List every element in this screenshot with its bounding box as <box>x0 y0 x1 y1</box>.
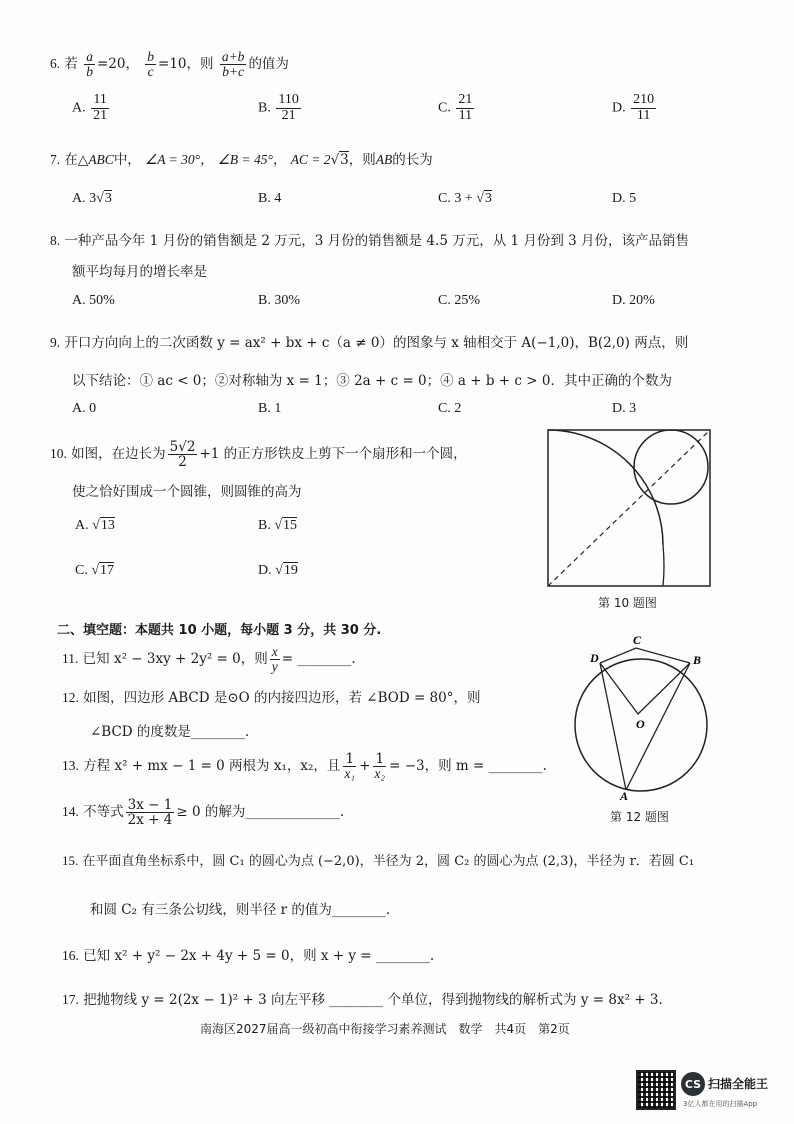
q6-option-b: B. $\frac{110}{21}$ <box>258 92 299 123</box>
q10-stem-line2: 使之恰好围成一个圆锥，则圆锥的高为 <box>72 484 302 500</box>
q10-option-d: D. √19 <box>258 563 298 578</box>
q6-option-d: D. $\frac{210}{11}$ <box>612 92 655 123</box>
q6-option-c: C. $\frac{21}{11}$ <box>438 92 473 123</box>
fraction-a-over-b: $\frac{a}{b}$ <box>86 49 93 80</box>
q10-option-a: A. √13 <box>75 518 115 533</box>
q6-option-a: A. $\frac{11}{21}$ <box>72 92 108 123</box>
section-2-header: 二、填空题：本题共 10 小题，每小题 3 分，共 30 分. <box>57 623 382 638</box>
q16-stem: 16. 已知 x² + y² − 2x + 4y + 5 = 0，则 x + y = ________. <box>62 948 435 964</box>
q13-stem: 13. 方程 x² + mx − 1 = 0 两根为 x₁，x₂，且 $\frac{1}{\text{x₁}}$ + $\frac{1}{\text{x₂}}$ = −3，则 m = ________. <box>62 751 547 782</box>
q9-option-d: D. 3 <box>612 401 637 416</box>
figure-12-cyclic-quadrilateral <box>570 632 720 802</box>
q10-stem-line1: 10. 如图，在边长为 $\frac{5√2}{2}$ +1 的正方形铁皮上剪下一个扇形和一个圆， <box>50 439 467 471</box>
q15-stem-line2: 和圆 C₂ 有三条公切线，则半径 r 的值为________. <box>90 902 391 918</box>
q11-stem: 11. 已知 x² − 3xy + 2y² = 0，则 $\frac{x}{y}$ = ________. <box>62 644 356 675</box>
q7-option-b: B. 4 <box>258 191 282 206</box>
q7-option-d: D. 5 <box>612 191 637 206</box>
q12-stem-line1: 12. 如图，四边形 ABCD 是⊙O 的内接四边形，若 ∠BOD = 80°，则 <box>62 690 481 706</box>
label-point-b: B <box>693 653 702 667</box>
q7-option-c: C. 3 + √3 <box>438 191 492 206</box>
q8-stem-line2: 额平均每月的增长率是 <box>72 264 207 280</box>
q8-option-a: A. 50% <box>72 293 115 308</box>
q9-option-a: A. 0 <box>72 401 97 416</box>
q14-stem: 14. 不等式 $\frac{3x - 1}{2x + 4}$ ≥ 0 的解为______________. <box>62 797 345 829</box>
q8-option-c: C. 25% <box>438 293 480 308</box>
q6-number: 6. <box>50 56 61 72</box>
figure-10-square-sector-circle <box>545 428 713 590</box>
q6-stem: 6. 若 $\frac{a}{b}$ =20， $\frac{b}{c}$ =10，则 $\frac{a+b}{b+c}$ 的值为 <box>50 49 289 80</box>
q7-stem: 7. 在△ABC中， ∠A = 30°， ∠B = 45°， AC = 2√3，则AB的长为 <box>50 152 433 168</box>
scanner-app-name: 扫描全能王 <box>708 1077 769 1091</box>
q9-option-b: B. 1 <box>258 401 282 416</box>
label-point-a: A <box>620 789 629 802</box>
qr-code-icon <box>636 1070 676 1110</box>
scanner-tagline: 3亿人都在用的扫描App <box>683 1100 758 1108</box>
label-point-d: D <box>590 651 599 665</box>
figure-10-caption: 第 10 题图 <box>598 596 657 610</box>
q9-stem-line1: 9. 开口方向向上的二次函数 y = ax² + bx + c（a ≠ 0）的图象与 x 轴相交于 A(−1,0)，B(2,0) 两点，则 <box>50 335 689 351</box>
q8-stem-line1: 8. 一种产品今年 1 月份的销售额是 2 万元，3 月份的销售额是 4.5 万元，从 1 月份到 3 月份，该产品销售 <box>50 233 690 249</box>
q8-option-b: B. 30% <box>258 293 300 308</box>
q8-option-d: D. 20% <box>612 293 655 308</box>
q12-stem-line2: ∠BCD 的度数是________. <box>90 724 250 740</box>
fraction-ab-over-bc: $\frac{a+b}{b+c}$ <box>221 49 245 80</box>
label-point-c: C <box>633 633 642 647</box>
q10-option-c: C. √17 <box>75 563 115 578</box>
q9-stem-line2: 以下结论：① ac < 0；②对称轴为 x = 1；③ 2a + c = 0；④ a + b + c > 0．其中正确的个数为 <box>72 373 672 389</box>
fraction-b-over-c: $\frac{b}{c}$ <box>147 49 155 80</box>
page-footer: 南海区2027届高一级初高中衔接学习素养测试 数学 共4页 第2页 <box>200 1022 570 1036</box>
q17-stem: 17. 把抛物线 y = 2(2x − 1)² + 3 向左平移 ________ 个单位，得到抛物线的解析式为 y = 8x² + 3． <box>62 992 672 1008</box>
q7-option-a: A. 3√3 <box>72 191 112 206</box>
figure-12-caption: 第 12 题图 <box>610 810 669 824</box>
q15-stem-line1: 15. 在平面直角坐标系中，圆 C₁ 的圆心为点 (−2,0)，半径为 2，圆 C₂ 的圆心为点 (2,3)，半径为 r．若圆 C₁ <box>62 853 695 869</box>
scanner-logo-icon: CS <box>681 1072 705 1096</box>
q9-option-c: C. 2 <box>438 401 462 416</box>
q10-option-b: B. √15 <box>258 518 298 533</box>
label-point-o: O <box>636 717 645 731</box>
